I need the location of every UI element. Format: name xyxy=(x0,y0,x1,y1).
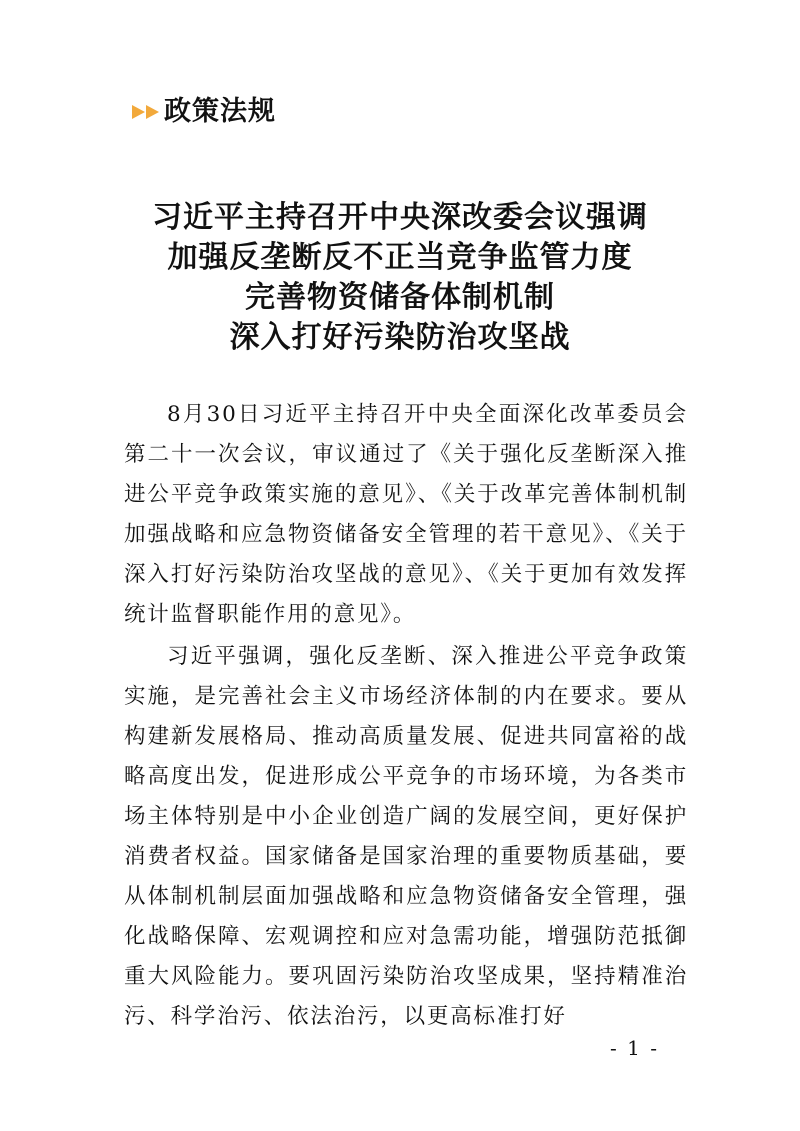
article-headline xyxy=(0,198,800,358)
paragraph: 习近平强调，强化反垄断、深入推进公平竞争政策实施，是完善社会主义市场经济体制的内在要求。要从构建新发展格局、推动高质量发展、促进共同富裕的战略高度出发，促进形成公平竞争的市场环境，为各类市场主体特别是中小企业创造广阔的发展空间，更好保护消费者权益。国家储备是国家治理的重要物质基础，要从体制机制层面加强战略和应急物资储备安全管理，强化战略保障、宏观调控和应对急需功能，增强防范抵御重大风险能力。要巩固污染防治攻坚成果，坚持精准治污、科学治污、依法治污，以更高标准打好 xyxy=(124,644,688,1029)
double-right-arrow-icon xyxy=(132,105,160,119)
headline-line: 完善物资储备体制机制 xyxy=(245,280,555,315)
section-header xyxy=(132,98,276,125)
article-body xyxy=(124,395,688,1037)
paragraph: 8月30日习近平主持召开中央全面深化改革委员会第二十一次会议，审议通过了《关于强化反垄断深入推进公平竞争政策实施的意见》、《关于改革完善体制机制加强战略和应急物资储备安全管理的若干意见》、《关于深入打好污染防治攻坚战的意见》、《关于更加有效发挥统计监督职能作用的意见》。 xyxy=(124,402,688,627)
headline-line: 深入打好污染防治攻坚战 xyxy=(229,320,571,355)
headline-line: 加强反垄断反不正当竞争监管力度 xyxy=(167,240,633,275)
section-title: 政策法规 xyxy=(164,96,276,127)
page-number: - 1 - xyxy=(610,1036,659,1060)
headline-line: 习近平主持召开中央深改委会议强调 xyxy=(152,200,648,235)
